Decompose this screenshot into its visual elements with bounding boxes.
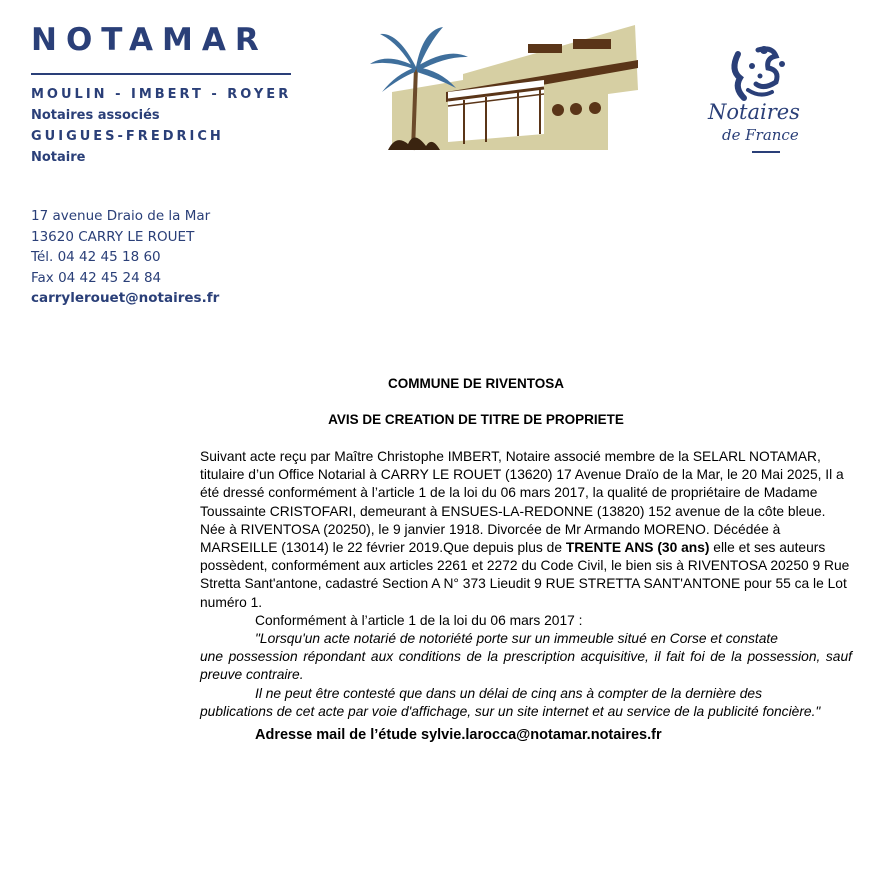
email-address: carrylerouet@notaires.fr [31, 290, 220, 306]
address-line-2: 13620 CARRY LE ROUET [31, 228, 195, 245]
building-illustration [368, 22, 640, 154]
partners-line-2: Notaires associés [31, 108, 160, 123]
law-quote-2-rest: publications de cet acte par voie d'affichage, sur un site internet et au service de la publicité foncière." [200, 703, 821, 719]
fax-number: Fax 04 42 45 24 84 [31, 269, 162, 286]
law-reference: Conformément à l’article 1 de la loi du 06 mars 2017 : [255, 612, 583, 628]
main-paragraph-end: elle et ses auteurs possèdent, conformément aux articles 2261 et 2272 du Code Civil, le bien sis à RIVENTOSA 20250 9 Rue Stretta Sant'antone, cadastré Section A N° 373 Lieudit 9 RUE STRETTA SANT'ANTONE pour 55 ca le Lot numéro 1. [200, 540, 850, 610]
law-quote-2 [200, 685, 852, 721]
address-line-1: 17 avenue Draio de la Mar [31, 208, 211, 224]
logo-text-de-france: de France [722, 126, 799, 144]
partners-block [31, 84, 291, 168]
duration-highlight: TRENTE ANS (30 ans) [565, 540, 710, 556]
law-quote-1-rest: une possession répondant aux conditions de la prescription acquisitive, il fait foi de la possession, sauf preuve contraire. [200, 649, 852, 683]
firm-header [31, 22, 268, 58]
office-email-line: Adresse mail de l’étude sylvie.larocca@notamar.notaires.fr [255, 727, 662, 744]
main-paragraph [200, 448, 852, 612]
law-quote-2-lead: Il ne peut être contesté que dans un délai de cinq ans à compter de la dernière des [255, 685, 762, 701]
law-quote-1-lead: "Lorsqu'un acte notarié de notoriété porte sur un immeuble situé en Corse et constate [255, 631, 778, 647]
contact-block [31, 206, 219, 309]
firm-name: NOTAMAR [31, 22, 268, 58]
partners-line-1: MOULIN - IMBERT - ROYER [31, 87, 292, 102]
logo-text-notaires: Notaires [708, 100, 800, 124]
document-body [200, 448, 852, 744]
phone-number: Tél. 04 42 45 18 60 [31, 249, 161, 265]
partners-line-4: Notaire [31, 150, 86, 165]
law-quote-1 [200, 630, 852, 685]
main-paragraph-start: Suivant acte reçu par Maître Christophe IMBERT, Notaire associé membre de la SELARL NOTAMAR, titulaire d’un Office Notarial à CARRY LE ROUET (13620) 17 Avenue Draïo de la Mar, le 20 Mai 2025, Il a été dressé conformément à l’article 1 de la loi du 06 mars 2017, la qualité de propriétaire de Madame Toussainte CRISTOFARI, demeurant à ENSUES-LA-REDONNE (13820) 152 avenue de la côte bleue. Née à RIVENTOSA (20250), le 9 janvier 1918. Divorcée de Mr Armando MORENO. Décédée à MARSEILLE (13014) le 22 février 2019.Que depuis plus de [200, 449, 844, 556]
header-divider [31, 73, 291, 75]
document-heading-title: AVIS DE CREATION DE TITRE DE PROPRIETE [328, 412, 624, 427]
partners-line-3: GUIGUES-FREDRICH [31, 129, 224, 144]
document-heading-commune: COMMUNE DE RIVENTOSA [387, 376, 564, 391]
